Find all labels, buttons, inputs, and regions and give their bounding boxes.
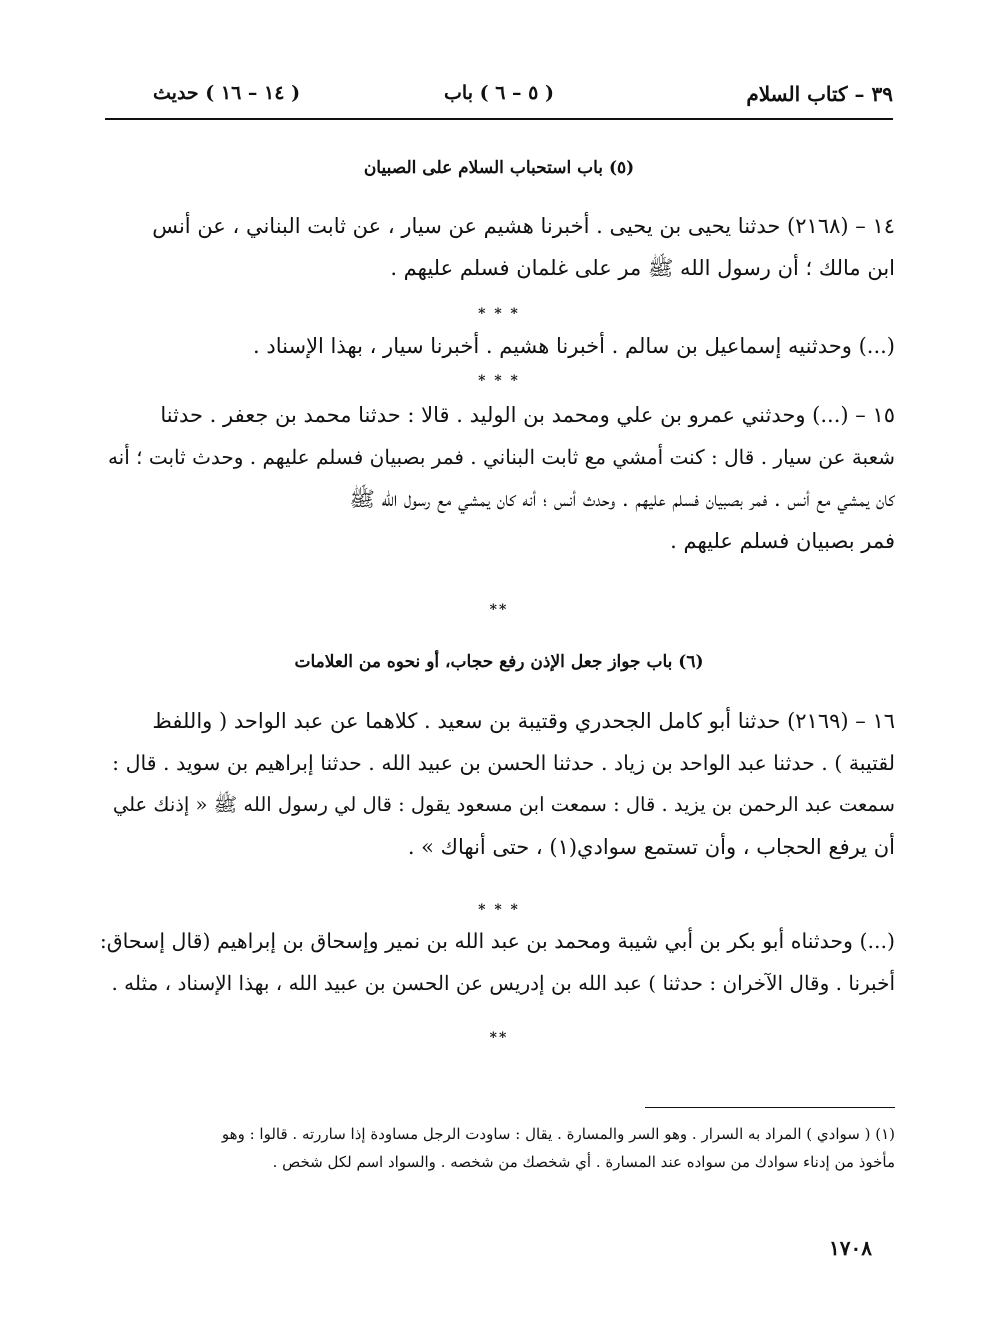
book-title: ٣٩ – كتاب السلام bbox=[746, 82, 893, 106]
text-line: (...) وحدثنيه إسماعيل بن سالم . أخبرنا هشيم . أخبرنا سيار ، بهذا الإسناد . bbox=[253, 334, 895, 358]
text-line: أخبرنا . وقال الآخران : حدثنا ) عبد الله بن إدريس عن الحسن بن عبيد الله ، بهذا الإسناد ، مثله . bbox=[111, 971, 895, 995]
text-line: فمر بصبيان فسلم عليهم . bbox=[670, 529, 895, 553]
section-heading: (٥) باب استحباب السلام على الصبيان bbox=[363, 158, 635, 178]
text-line: ١٥ – (...) وحدثني عمرو بن علي ومحمد بن الوليد . قالا : حدثنا محمد بن جعفر . حدثنا bbox=[160, 403, 895, 427]
footnote-rule bbox=[645, 1107, 895, 1108]
separator-stars: ** bbox=[489, 602, 509, 618]
page-number: ١٧٠٨ bbox=[829, 1236, 872, 1260]
hadith-paragraph bbox=[100, 920, 895, 1004]
header-rule bbox=[105, 118, 893, 120]
hadith-paragraph bbox=[100, 205, 895, 289]
text-line: كان يمشي مع أنس . فمر بصبيان فسلم عليهم . وحدث أنس ؛ أنه كان يمشي مع رسول الله ﷺ bbox=[349, 487, 895, 511]
text-line: شعبة عن سيار . قال : كنت أمشي مع ثابت البناني . فمر بصبيان فسلم عليهم . وحدث ثابت ؛ أنه bbox=[107, 445, 895, 469]
text-line: أن يرفع الحجاب ، وأن تستمع سوادي(١) ، حتى أنهاك » . bbox=[407, 835, 895, 859]
hadith-paragraph bbox=[100, 394, 895, 562]
hadith-paragraph bbox=[100, 325, 895, 367]
hadith-range: ( ١٤ – ١٦ ) حديث bbox=[153, 82, 301, 104]
section-heading: (٦) باب جواز جعل الإذن رفع حجاب، أو نحوه من العلامات bbox=[294, 652, 704, 672]
text-line: لقتيبة ) . حدثنا عبد الواحد بن زياد . حدثنا الحسن بن عبيد الله . حدثنا إبراهيم بن سويد . قال : bbox=[112, 751, 895, 775]
separator-stars: * * * bbox=[478, 306, 520, 322]
text-line: ١٤ – (٢١٦٨) حدثنا يحيى بن يحيى . أخبرنا هشيم عن سيار ، عن ثابت البناني ، عن أنس bbox=[152, 214, 895, 238]
hadith-paragraph bbox=[100, 700, 895, 868]
text-line: سمعت عبد الرحمن بن يزيد . قال : سمعت ابن مسعود يقول : قال لي رسول الله ﷺ « إذنك علي bbox=[112, 793, 895, 816]
separator-stars: * * * bbox=[478, 902, 520, 918]
footnote-line: (١) ( سوادي ) المراد به السرار . وهو السر والمسارة . يقال : ساودت الرجل مساودة إذا ساررته . قالوا : وهو bbox=[221, 1125, 895, 1143]
text-line: ابن مالك ؛ أن رسول الله ﷺ مر على غلمان فسلم عليهم . bbox=[390, 256, 895, 280]
footnote bbox=[100, 1120, 895, 1176]
separator-stars: ** bbox=[489, 1030, 509, 1046]
text-line: (...) وحدثناه أبو بكر بن أبي شيبة ومحمد بن عبد الله بن نمير وإسحاق بن إبراهيم (قال إسحاق: bbox=[100, 929, 895, 953]
text-line: ١٦ – (٢١٦٩) حدثنا أبو كامل الجحدري وقتيبة بن سعيد . كلاهما عن عبد الواحد ( واللفظ bbox=[152, 709, 895, 733]
footnote-line: مأخوذ من إدناء سوادك من سواده عند المسارة . أي شخصك من شخصه . والسواد اسم لكل شخص . bbox=[272, 1153, 895, 1171]
running-header bbox=[105, 78, 893, 114]
separator-stars: * * * bbox=[478, 373, 520, 389]
chapter-range: ( ٥ – ٦ ) باب bbox=[444, 82, 554, 104]
